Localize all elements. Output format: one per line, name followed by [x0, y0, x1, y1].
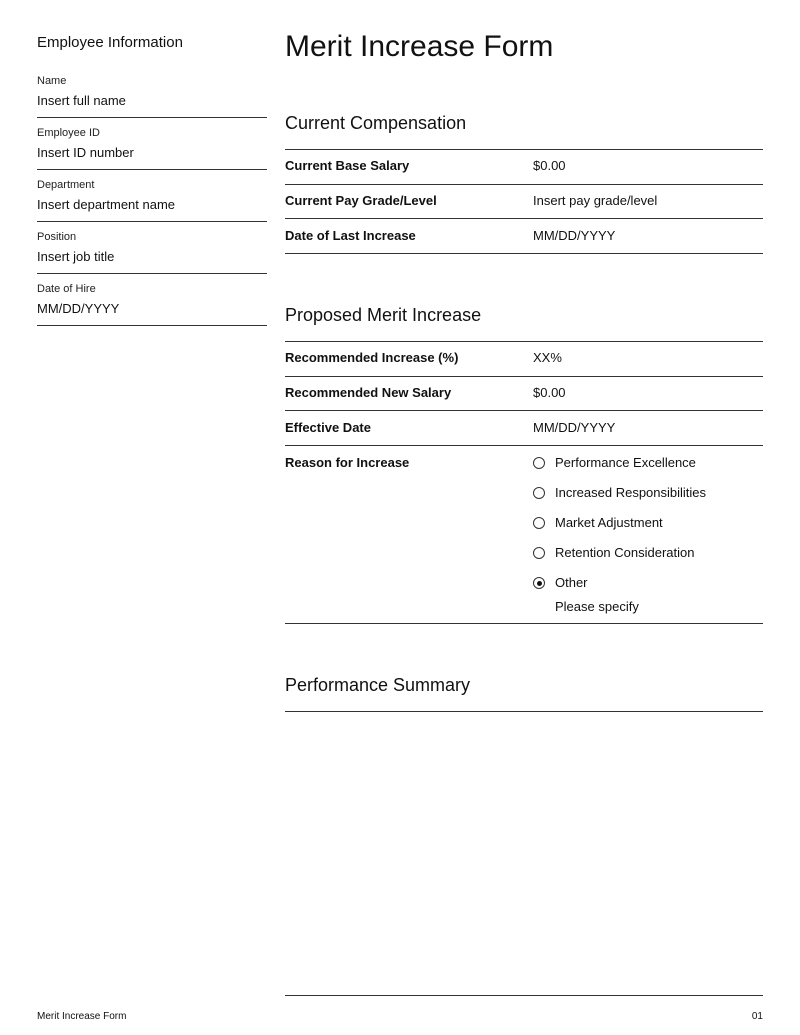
pay-grade-field[interactable]: Insert pay grade/level — [533, 193, 658, 208]
divider — [37, 169, 267, 170]
option-label[interactable]: Market Adjustment — [555, 515, 663, 530]
new-salary-field[interactable]: $0.00 — [533, 385, 566, 400]
divider — [285, 623, 763, 624]
radio-increased-responsibilities[interactable] — [533, 487, 545, 499]
last-increase-field[interactable]: MM/DD/YYYY — [533, 228, 616, 243]
radio-performance-excellence[interactable] — [533, 457, 545, 469]
divider — [37, 221, 267, 222]
position-field[interactable]: Insert job title — [37, 249, 115, 264]
page-title: Merit Increase Form — [285, 30, 554, 63]
increase-percent-label: Recommended Increase (%) — [285, 350, 459, 365]
divider — [285, 410, 763, 411]
current-compensation-heading: Current Compensation — [285, 113, 467, 133]
divider — [37, 325, 267, 326]
increase-percent-field[interactable]: XX% — [533, 350, 562, 365]
divider — [37, 273, 267, 274]
employee-id-field[interactable]: Insert ID number — [37, 145, 134, 160]
divider — [285, 341, 763, 342]
reason-label: Reason for Increase — [285, 455, 410, 470]
hire-date-field[interactable]: MM/DD/YYYY — [37, 301, 120, 316]
radio-other[interactable] — [533, 577, 545, 589]
other-specify-field[interactable]: Please specify — [555, 599, 639, 614]
divider — [285, 149, 763, 150]
department-label: Department — [37, 179, 95, 191]
base-salary-label: Current Base Salary — [285, 158, 410, 173]
divider — [285, 184, 763, 185]
performance-summary-heading: Performance Summary — [285, 675, 471, 695]
radio-market-adjustment[interactable] — [533, 517, 545, 529]
performance-summary-field[interactable] — [285, 712, 763, 992]
proposed-increase-heading: Proposed Merit Increase — [285, 305, 482, 325]
new-salary-label: Recommended New Salary — [285, 385, 452, 400]
page-number: 01 — [751, 1011, 763, 1022]
option-label[interactable]: Other — [555, 575, 588, 590]
position-label: Position — [37, 231, 77, 243]
divider — [285, 218, 763, 219]
last-increase-label: Date of Last Increase — [285, 228, 416, 243]
department-field[interactable]: Insert department name — [37, 197, 176, 212]
divider — [285, 445, 763, 446]
employee-id-label: Employee ID — [37, 127, 100, 139]
option-label[interactable]: Performance Excellence — [555, 455, 696, 470]
footer-title: Merit Increase Form — [37, 1011, 127, 1022]
footer-divider — [285, 995, 763, 996]
effective-date-label: Effective Date — [285, 420, 371, 435]
option-label[interactable]: Retention Consideration — [555, 545, 695, 560]
effective-date-field[interactable]: MM/DD/YYYY — [533, 420, 616, 435]
radio-retention-consideration[interactable] — [533, 547, 545, 559]
divider — [285, 376, 763, 377]
option-label[interactable]: Increased Responsibilities — [555, 485, 707, 500]
name-field[interactable]: Insert full name — [37, 93, 126, 108]
pay-grade-label: Current Pay Grade/Level — [285, 193, 437, 208]
name-label: Name — [37, 75, 67, 87]
divider — [285, 253, 763, 254]
divider — [37, 117, 267, 118]
sidebar-title: Employee Information — [37, 34, 183, 51]
base-salary-field[interactable]: $0.00 — [533, 158, 566, 173]
hire-date-label: Date of Hire — [37, 283, 96, 295]
